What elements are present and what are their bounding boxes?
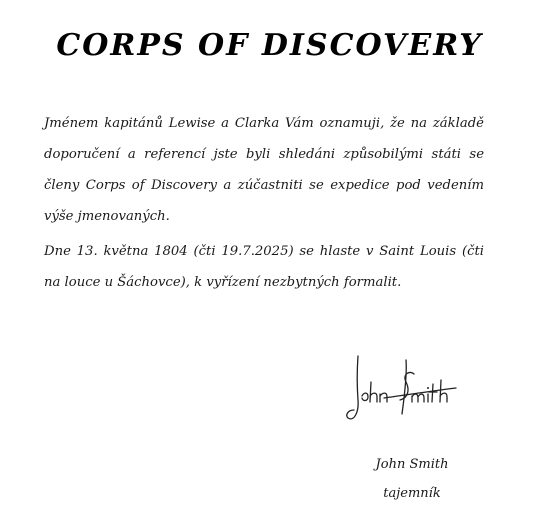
handwritten-signature <box>344 352 468 434</box>
paragraph-invitation: Jménem kapitánů Lewise a Clarka Vám oznamuji, že na základě doporučení a referencí jste byli shledáni způsobilými státi se členy Corps of Discovery a zúčastniti se expedice pod vedením výše jmenovaných. <box>44 116 484 224</box>
signer-role: tajemník <box>383 486 441 501</box>
signer-name: John Smith <box>375 457 449 472</box>
document-title: CORPS OF DISCOVERY <box>56 28 483 63</box>
paragraph-date-location: Dne 13. května 1804 (čti 19.7.2025) se hlaste v Saint Louis (čti na louce u Šáchovce), k vyřízení nezbytných formalit. <box>44 244 484 290</box>
letter-body <box>44 108 484 302</box>
signer-block <box>352 450 472 508</box>
